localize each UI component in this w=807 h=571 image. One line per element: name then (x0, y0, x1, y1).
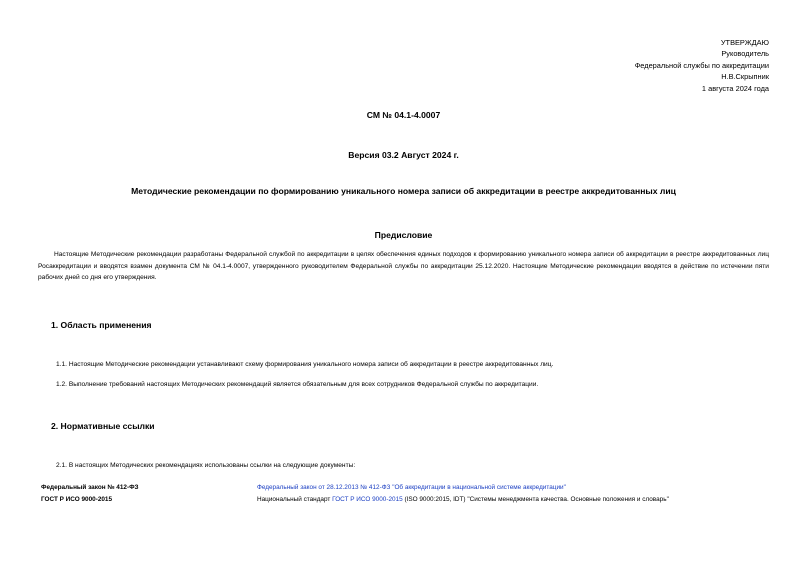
reference-link-gost[interactable]: ГОСТ Р ИСО 9000-2015 (332, 496, 403, 503)
paragraph-1-1: 1.1. Настоящие Методические рекомендации устанавливают схему формирования уникального номера записи об аккредитации в реестре аккредитованных лиц. (56, 361, 554, 368)
reference-suffix: (ISO 9000:2015, IDT) "Системы менеджмента качества. Основные положения и словарь" (402, 496, 669, 503)
reference-row (41, 496, 781, 508)
approval-organization: Федеральной службы по аккредитации (634, 60, 769, 70)
reference-row (41, 484, 781, 496)
reference-description (257, 484, 566, 491)
references-table (41, 484, 781, 508)
paragraph-1-2: 1.2. Выполнение требований настоящих Методических рекомендаций является обязательным для всех сотрудников Федеральной службы по аккредитации. (56, 381, 539, 388)
reference-description (257, 496, 669, 503)
paragraph-2-1: 2.1. В настоящих Методических рекомендациях использованы ссылки на следующие документы: (56, 462, 356, 469)
section-heading-scope: 1. Область применения (51, 320, 152, 330)
approval-position: Руководитель (721, 49, 769, 59)
approval-block (635, 37, 769, 94)
approval-date: 1 августа 2024 года (701, 83, 769, 93)
reference-link-federal-law[interactable]: Федеральный закон от 28.12.2013 № 412-ФЗ "Об аккредитации в национальной системе аккредитации" (257, 484, 566, 491)
approval-stamp-title: УТВЕРЖДАЮ (720, 38, 769, 47)
document-version: Версия 03.2 Август 2024 г. (348, 150, 459, 160)
reference-prefix: Национальный стандарт (257, 496, 333, 503)
document-title: Методические рекомендации по формированию уникального номера записи об аккредитации в реестре аккредитованных лиц (131, 186, 676, 196)
section-heading-normative-references: 2. Нормативные ссылки (51, 421, 155, 431)
preface-heading: Предисловие (374, 230, 433, 240)
approval-signatory: Н.В.Скрыпник (721, 72, 769, 82)
reference-name: ГОСТ Р ИСО 9000-2015 (41, 496, 113, 503)
preface-text: Настоящие Методические рекомендации разработаны Федеральной службой по аккредитации в целях обеспечения единых подходов к формированию уникального номера записи об аккредитации в реестре аккредитованных лиц Росаккредитации и вводятся взамен документа СМ № 04.1-4.0007, утвержденного руководителем Федеральной службы по аккредитации 25.12.2020. Настоящие Методические рекомендации вводятся в действие по истечении пяти рабочих дней со дня его утверждения. (38, 251, 769, 282)
reference-name: Федеральный закон № 412-ФЗ (41, 484, 139, 491)
document-number: СМ № 04.1-4.0007 (366, 110, 441, 120)
